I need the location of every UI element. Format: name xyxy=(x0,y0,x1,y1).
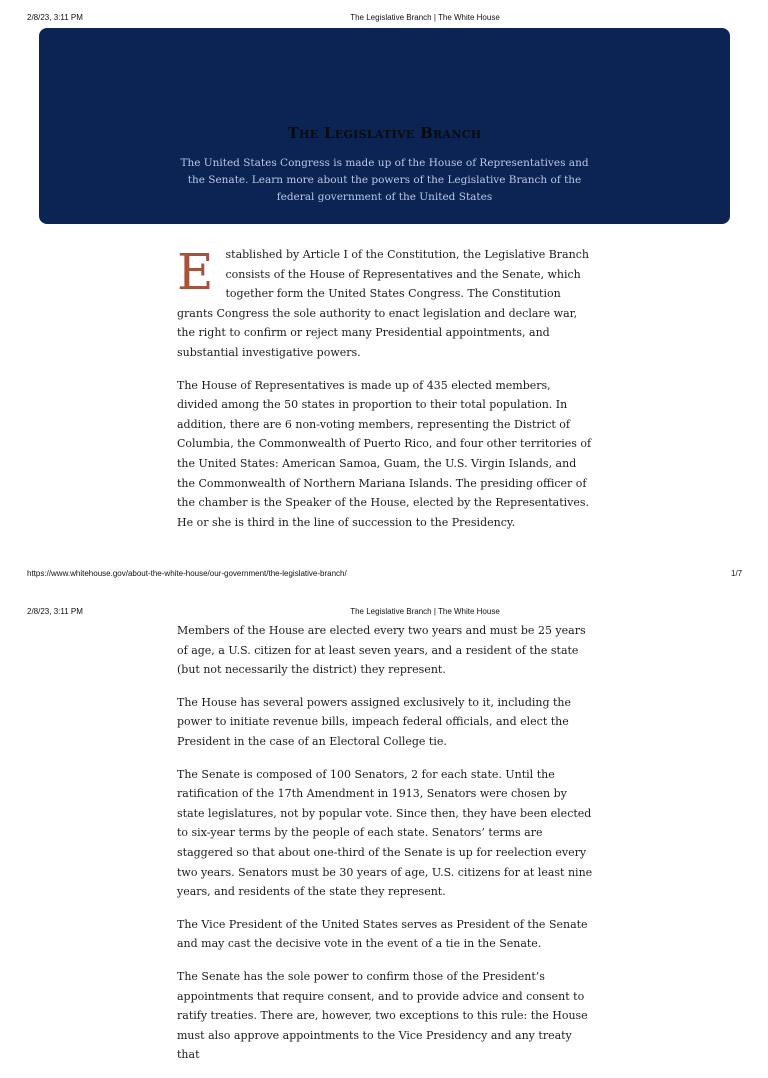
print-footer-page-number: 1/7 xyxy=(731,569,743,578)
article-paragraph: The Senate is composed of 100 Senators, 2 for each state. Until the ratification of the 17th Amendment in 1913, Senators were chosen by state legislatures, not by popular vote. Since then, they have been elected to six-year terms by the people of each state. Senators’ terms are staggered so that about one-third of the Senate is up for reelection every two years. Senators must be 30 years of age, U.S. citizens for at least nine years, and residents of the state they represent. xyxy=(177,767,593,899)
article-paragraph: The Vice President of the United States serves as President of the Senate and may cast the decisive vote in the event of a tie in the Senate. xyxy=(177,917,588,951)
article-paragraph: The House has several powers assigned exclusively to it, including the power to initiate revenue bills, impeach federal officials, and elect the President in the case of an Electoral College tie. xyxy=(177,695,572,748)
article-paragraph: Members of the House are elected every two years and must be 25 years of age, a U.S. citizen for at least seven years, and a resident of the state (but not necessarily the district) they represent. xyxy=(177,624,586,677)
article-paragraph: The House of Representatives is made up of 435 elected members, divided among the 50 states in proportion to their total population. In addition, there are 6 non-voting members, representing the District of Columbia, the Commonwealth of Puerto Rico, and four other territories of the United States: American Samoa, Guam, the U.S. Virgin Islands, and the Commonwealth of Northern Mariana Islands. The presiding officer of the chamber is the Speaker of the House, elected by the Representatives. He or she is third in the line of succession to the Presidency. xyxy=(177,378,592,529)
article-paragraph xyxy=(177,245,593,363)
article-paragraph: The Senate has the sole power to confirm those of the President’s appointments that require consent, and to provide advice and consent to ratify treaties. There are, however, two exceptions to this rule: the House must also approve appointments to the Vice Presidency and any treaty that xyxy=(177,969,588,1062)
hero-banner xyxy=(39,28,730,224)
print-header-title: The Legislative Branch | The White House xyxy=(350,13,500,22)
hero-subtitle: The United States Congress is made up of the House of Representatives and the Senate. Learn more about the powers of the Legislative Branch of the federal government of the United States xyxy=(180,157,589,203)
page-title: The Legislative Branch xyxy=(287,124,482,142)
print-footer-url: https://www.whitehouse.gov/about-the-white-house/our-government/the-legislative-branch/ xyxy=(27,569,347,578)
print-header-datetime: 2/8/23, 3:11 PM xyxy=(27,607,83,616)
paragraph-text: stablished by Article I of the Constitution, the Legislative Branch consists of the House of Representatives and the Senate, which together form the United States Congress. The Constitution grants Congress the sole authority to enact legislation and declare war, the right to confirm or reject many Presidential appointments, and substantial investigative powers. xyxy=(177,248,589,359)
drop-cap: E xyxy=(177,243,214,301)
print-header-title: The Legislative Branch | The White House xyxy=(350,607,500,616)
print-header-datetime: 2/8/23, 3:11 PM xyxy=(27,13,83,22)
article-body-page-1 xyxy=(177,245,593,545)
article-body-page-2 xyxy=(177,621,593,1078)
